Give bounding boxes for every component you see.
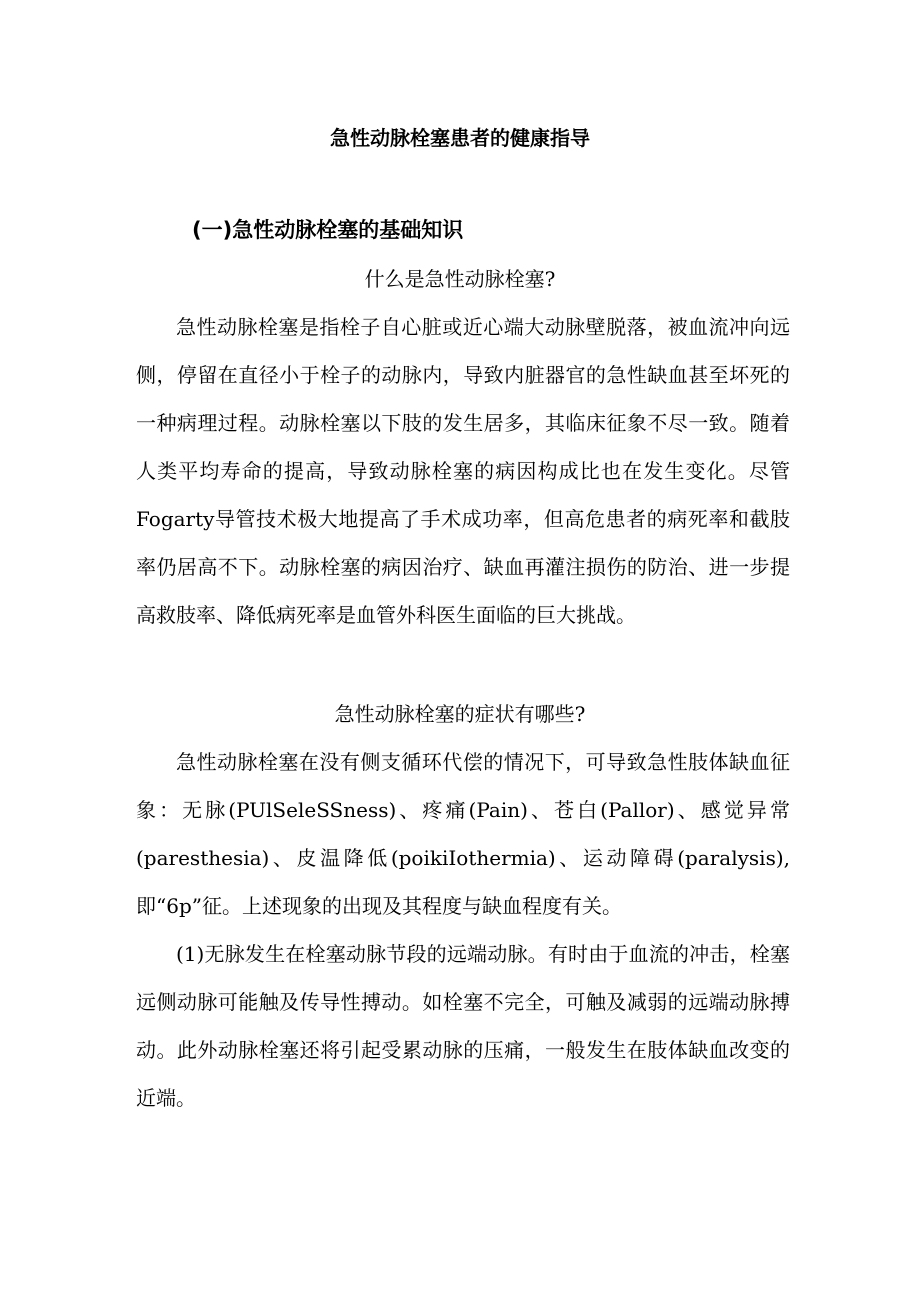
document-title: 急性动脉栓塞患者的健康指导 [330, 126, 590, 150]
question-heading-what-is: 什么是急性动脉栓塞? [364, 267, 556, 291]
question-heading-symptoms: 急性动脉栓塞的症状有哪些? [334, 702, 586, 726]
paragraph-pulselessness: (1)无脉发生在栓塞动脉节段的远端动脉。有时由于血流的冲击，栓塞远侧动脉可能触及传导性搏动。如栓塞不完全，可触及减弱的远端动脉搏动。此外动脉栓塞还将引起受累动脉的压痛，一般发生在肢体缺血改变的近端。 [136, 942, 790, 1110]
paragraph-symptoms: 急性动脉栓塞在没有侧支循环代偿的情况下，可导致急性肢体缺血征象：无脉(PUlSeleSSness)、疼痛(Pain)、苍白(Pallor)、感觉异常(paresthesia)、皮温降低(poikiIothermia)、运动障碍(paralysis),即“6p”征。上述现象的出现及其程度与缺血程度有关。 [136, 750, 790, 918]
section-heading: (一)急性动脉栓塞的基础知识 [192, 218, 464, 242]
paragraph-definition: 急性动脉栓塞是指栓子自心脏或近心端大动脉壁脱落，被血流冲向远侧，停留在直径小于栓子的动脉内，导致内脏器官的急性缺血甚至坏死的一种病理过程。动脉栓塞以下肢的发生居多，其临床征象不尽一致。随着人类平均寿命的提高，导致动脉栓塞的病因构成比也在发生变化。尽管Fogarty导管技术极大地提高了手术成功率，但高危患者的病死率和截肢率仍居高不下。动脉栓塞的病因治疗、缺血再灌注损伤的防治、进一步提高救肢率、降低病死率是血管外科医生面临的巨大挑战。 [136, 315, 790, 627]
